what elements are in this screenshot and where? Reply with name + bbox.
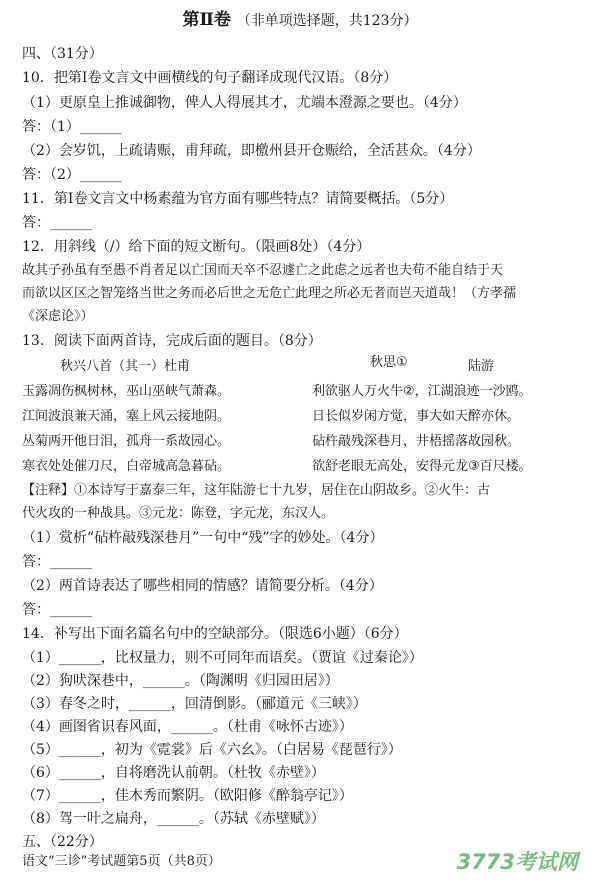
poem1-title: 秋兴八首（其一）杜甫: [60, 359, 191, 374]
question-13-2: （2）两首诗表达了哪些相同的情感？请简要分析。（4分）: [22, 578, 383, 594]
fill-blank-item: （4）画图省识春风面，______。（杜甫《咏怀古迹》）: [22, 719, 353, 735]
answer-10-2: 答：（2）______: [22, 167, 122, 183]
question-13: 13．阅读下面两首诗，完成后面的题目。（8分）: [22, 333, 322, 349]
poem-notes: 代火攻的一种战具。③元龙：陈登，字元龙，东汉人。: [22, 506, 335, 521]
fill-blank-item: （5）______，初为《霓裳》后《六幺》。（白居易《琵琶行》）: [22, 742, 402, 758]
part-subtitle: （非单项选择题，共123分）: [236, 13, 418, 29]
fill-blank-item: （3）春冬之时，______，回清倒影。（郦道元《三峡》）: [22, 696, 367, 712]
fill-blank-item: （2）狗吠深巷中，______。（陶渊明《归园田居》）: [22, 673, 339, 689]
fill-blank-item: （8）驾一叶之扁舟，______。（苏轼《赤壁赋》）: [22, 811, 325, 827]
question-10: 10．把第Ⅰ卷文言文中画横线的句子翻译成现代汉语。（8分）: [22, 70, 398, 86]
question-10-2: （2）会岁饥，上疏请赈，甫拜疏，即檄州县开仓赈给，全活甚众。（4分）: [22, 143, 481, 159]
fill-blank-item: （1）______，比权量力，则不可同年而语矣。（贾谊《过秦论》）: [22, 650, 423, 666]
watermark-logo: 3773考试网: [456, 850, 578, 874]
fill-blank-item: （6）______，自将磨洗认前朝。（杜牧《赤壁》）: [22, 765, 325, 781]
poem2-line: 日长似岁闲方觉，事大如天醉亦休。: [312, 409, 521, 424]
answer-10-1: 答：（1）______: [22, 119, 122, 135]
passage-line: 《深虑论》）: [22, 309, 94, 324]
answer-13-1: 答：______: [22, 554, 92, 570]
poem2-title: 秋思①: [370, 355, 408, 370]
passage-line: 而欲以区区之智笼络当世之务而必后世之无危亡此理之所必无者而岂天道哉！（方孝孺: [22, 286, 517, 301]
answer-11: 答：______: [22, 215, 92, 231]
poem1-line: 江间波浪兼天涌，塞上风云接地阴。: [22, 409, 231, 424]
section-five-heading: 五、（22分）: [22, 834, 103, 850]
section-title: [0, 10, 600, 31]
footer-page-info: 语文“三诊”考试题第5页（共8页）: [22, 854, 221, 869]
poem-notes: 【注释】①本诗写于嘉泰三年，这年陆游七十九岁，居住在山阴故乡。②火牛：古: [22, 483, 491, 498]
poem1-line: 丛菊两开他日泪，孤舟一系故园心。: [22, 434, 231, 449]
passage-line: 故其子孙虽有至愚不肖者足以亡国而天卒不忍遽亡之此虑之远者也夫苟不能自结于天: [22, 263, 504, 278]
poem2-line: 砧杵敲残深巷月，井梧摇落故园秋。: [312, 434, 521, 449]
question-13-1: （1）赏析“砧杵敲残深巷月”一句中“残”字的妙处。（4分）: [22, 530, 384, 546]
poem2-author: 陆游: [468, 359, 495, 374]
part-title: 第Ⅱ卷: [182, 10, 231, 30]
poem2-line: 利欲驱人万火牛②，江湖浪迹一沙鸥。: [312, 384, 532, 399]
question-14: 14．补写出下面名篇名句中的空缺部分。（限选6小题）（6分）: [22, 626, 408, 642]
poem2-line: 欲舒老眼无高处，安得元龙③百尺楼。: [312, 459, 532, 474]
poem1-line: 寒衣处处催刀尺，白帝城高急暮砧。: [22, 459, 231, 474]
question-12: 12．用斜线（/）给下面的短文断句。（限画8处）（4分）: [22, 239, 371, 255]
answer-13-2: 答：______: [22, 602, 92, 618]
question-10-1: （1）更原皇上推诚御物，俾人人得展其才，尤端本澄源之要也。（4分）: [22, 95, 467, 111]
section-four-heading: 四、（31分）: [22, 46, 103, 62]
question-11: 11．第Ⅰ卷文言文中杨素蕴为官方面有哪些特点？请简要概括。（5分）: [22, 191, 454, 207]
poem1-line: 玉露凋伤枫树林，巫山巫峡气萧森。: [22, 384, 231, 399]
fill-blank-item: （7）______，佳木秀而繁阴。（欧阳修《醉翁亭记》）: [22, 788, 353, 804]
